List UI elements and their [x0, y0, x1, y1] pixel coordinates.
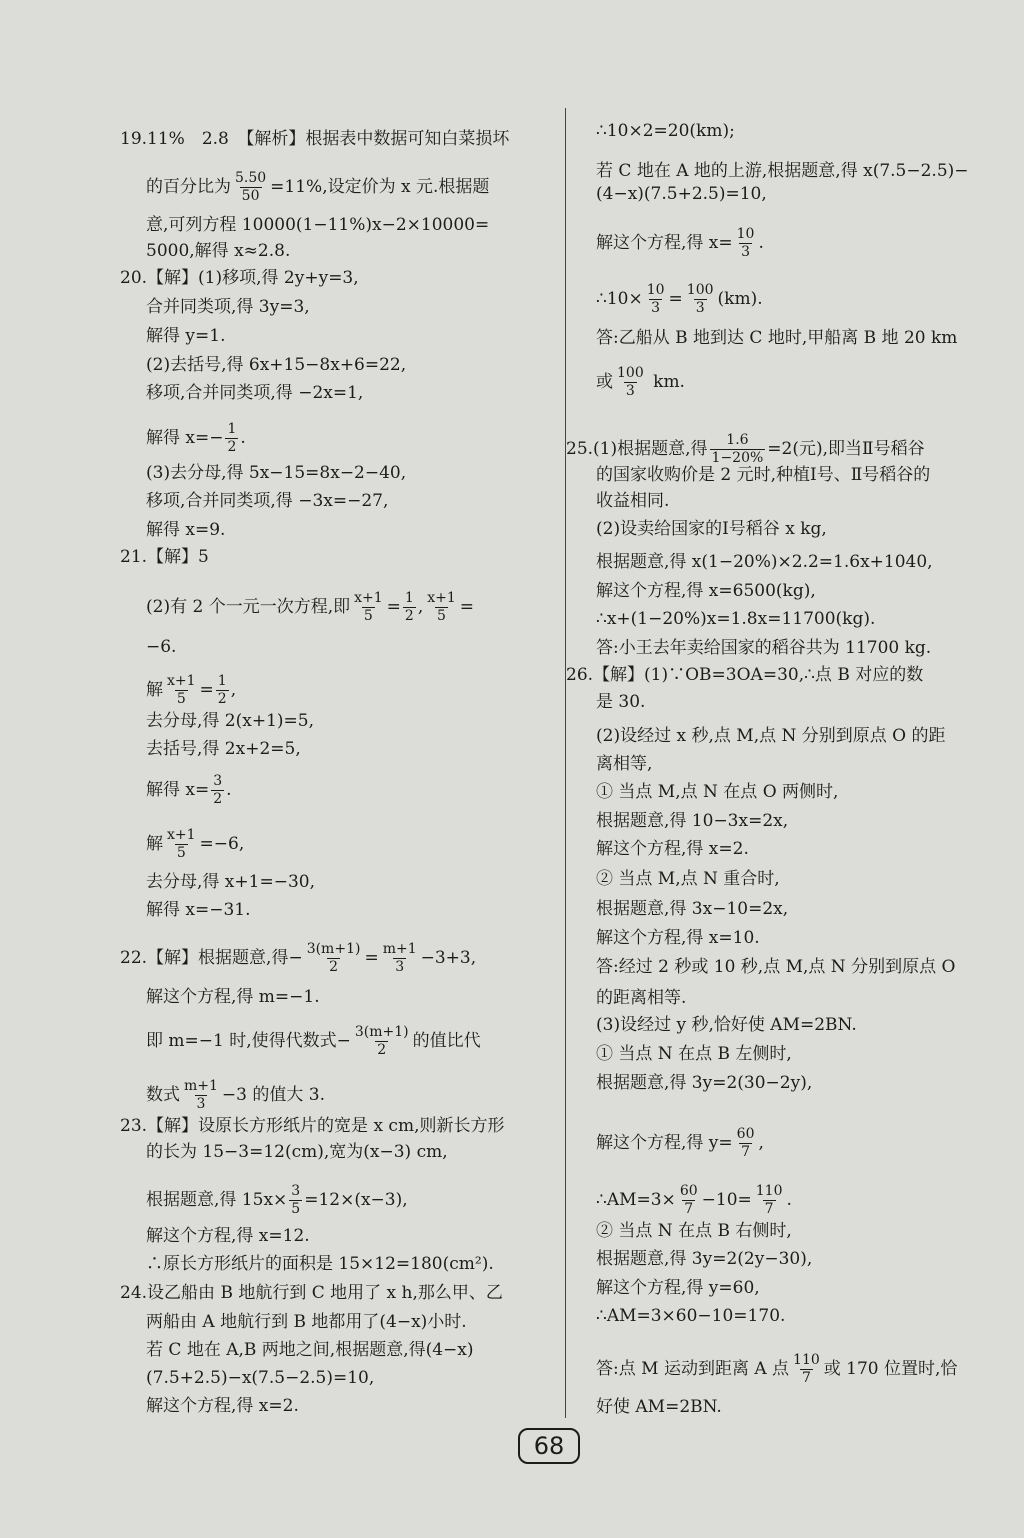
fraction-denominator: 2: [329, 959, 339, 975]
line-text: 好使 AM=2BN.: [596, 1397, 722, 1417]
line-text: 或: [596, 372, 613, 392]
fraction: [165, 673, 198, 708]
line-text: 解: [146, 680, 163, 700]
text-line: [146, 899, 251, 921]
fraction-numerator: 1.6: [726, 432, 749, 448]
text-line: [596, 868, 780, 890]
line-text: ∴AM=3×: [596, 1190, 676, 1210]
line-text: 解得 x=9.: [146, 520, 226, 540]
text-line: [566, 664, 923, 686]
fraction-numerator: 1: [404, 590, 414, 606]
text-line: [596, 838, 749, 860]
fraction: [425, 590, 458, 625]
line-text: ∴10×: [596, 289, 643, 309]
text-line: [566, 432, 925, 467]
text-line: [146, 170, 489, 205]
line-text: 数式: [146, 1085, 180, 1105]
fraction: [678, 1183, 700, 1218]
text-line: [146, 519, 225, 541]
line-text: 合并同类项,得 3y=3,: [146, 297, 310, 317]
line-text: 根据题意,得 15x×: [146, 1190, 288, 1210]
fraction-denominator: 5: [176, 845, 186, 861]
line-text: 解这个方程,得 y=: [596, 1133, 733, 1153]
fraction: [754, 1183, 785, 1218]
text-line: [596, 1126, 764, 1161]
line-text: 解得 y=1.: [146, 326, 226, 346]
fraction-denominator: 1−20%: [711, 450, 764, 466]
text-line: [120, 1282, 503, 1304]
fraction: [710, 432, 766, 467]
text-line: [596, 608, 875, 630]
line-text: 解这个方程,得 y=60,: [596, 1278, 760, 1298]
fraction: [182, 1078, 220, 1113]
fraction-numerator: x+1: [427, 590, 456, 606]
text-line: [146, 354, 406, 376]
fraction-numerator: 60: [679, 1183, 698, 1199]
fraction-numerator: m+1: [382, 941, 417, 957]
line-text: ,: [758, 1133, 764, 1153]
fraction-numerator: 3: [291, 1183, 301, 1199]
fraction-numerator: 5.50: [235, 170, 267, 186]
text-line: [596, 551, 933, 573]
fraction-numerator: x+1: [167, 673, 196, 689]
line-text: 解: [146, 834, 163, 854]
fraction-denominator: 3: [651, 300, 661, 316]
line-text: 答:点 M 运动到距离 A 点: [596, 1359, 790, 1379]
fraction-denominator: 7: [741, 1144, 751, 1160]
text-line: [596, 120, 735, 142]
text-line: [146, 1183, 408, 1218]
line-text: (4−x)(7.5+2.5)=10,: [596, 184, 767, 204]
line-text: 意,可列方程 10000(1−11%)x−2×10000=: [146, 215, 490, 235]
text-line: [120, 128, 509, 150]
fraction-numerator: x+1: [167, 827, 196, 843]
line-text: 的长为 15−3=12(cm),宽为(x−3) cm,: [146, 1142, 448, 1162]
line-text: 解这个方程,得 x=2.: [596, 839, 749, 859]
line-text: ,: [230, 680, 237, 700]
line-text: =11%,设定价为 x 元.根据题: [270, 177, 490, 197]
text-line: [596, 956, 955, 978]
line-text: 解这个方程,得 x=: [596, 233, 733, 253]
text-line: [596, 725, 946, 747]
line-text: 解得 x=−: [146, 428, 224, 448]
fraction: [165, 827, 198, 862]
line-text: 根据题意,得 3y=2(30−2y),: [596, 1073, 813, 1093]
line-text: =2(元),即当Ⅱ号稻谷: [767, 439, 925, 459]
line-text: 的百分比为: [146, 177, 231, 197]
fraction-numerator: 3: [213, 773, 223, 789]
line-text: ① 当点 M,点 N 在点 O 两侧时,: [596, 782, 839, 802]
fraction-denominator: 3: [741, 244, 751, 260]
text-line: [120, 546, 209, 568]
line-text: ∴x+(1−20%)x=1.8x=11700(kg).: [596, 609, 876, 629]
text-line: [146, 590, 474, 625]
line-text: 移项,合并同类项,得 −3x=−27,: [146, 491, 389, 511]
fraction: [352, 590, 385, 625]
line-text: 或 170 位置时,恰: [823, 1359, 958, 1379]
fraction: [735, 1126, 757, 1161]
fraction-numerator: 3(m+1): [306, 941, 361, 957]
text-line: [146, 673, 236, 708]
text-line: [596, 226, 764, 261]
text-line: [146, 710, 314, 732]
fraction-denominator: 7: [764, 1201, 774, 1217]
text-line: [146, 1078, 325, 1113]
text-line: [596, 637, 931, 659]
line-text: 收益相同.: [596, 491, 670, 511]
fraction-numerator: 1: [217, 673, 227, 689]
line-text: 5000,解得 x≈2.8.: [146, 241, 291, 261]
fraction-numerator: 100: [686, 282, 714, 298]
line-text: 解得 x=: [146, 780, 210, 800]
line-text: (7.5+2.5)−x(7.5−2.5)=10,: [146, 1368, 375, 1388]
text-line: [146, 1339, 474, 1361]
fraction-denominator: 5: [176, 691, 186, 707]
text-line: [120, 267, 359, 289]
text-line: [146, 827, 244, 862]
text-line: [596, 691, 645, 713]
text-line: [146, 382, 363, 404]
line-text: −3 的值大 3.: [221, 1085, 326, 1105]
text-line: [596, 781, 838, 803]
line-text: =: [364, 948, 379, 968]
fraction-denominator: 5: [363, 608, 373, 624]
line-text: 23.【解】设原长方形纸片的宽是 x cm,则新长方形: [120, 1116, 505, 1136]
line-text: 解这个方程,得 m=−1.: [146, 987, 320, 1007]
line-text: ① 当点 N 在点 B 左侧时,: [596, 1044, 792, 1064]
text-line: [596, 1072, 812, 1094]
line-text: 解得 x=−31.: [146, 900, 251, 920]
line-text: −6.: [146, 637, 177, 657]
line-text: 答:乙船从 B 地到达 C 地时,甲船离 B 地 20 km: [596, 328, 958, 348]
text-line: [596, 490, 669, 512]
line-text: ∴AM=3×60−10=170.: [596, 1306, 786, 1326]
line-text: 是 30.: [596, 692, 646, 712]
line-text: 的国家收购价是 2 元时,种植Ⅰ号、Ⅱ号稻谷的: [596, 465, 931, 485]
text-line: [146, 240, 290, 262]
line-text: 根据题意,得 10−3x=2x,: [596, 811, 789, 831]
fraction-denominator: 7: [684, 1201, 694, 1217]
fraction-denominator: 5: [437, 608, 446, 624]
fraction-denominator: 50: [241, 188, 260, 204]
fraction: [305, 941, 363, 976]
text-line: [596, 898, 788, 920]
line-text: ② 当点 N 在点 B 右侧时,: [596, 1221, 792, 1241]
fraction-numerator: m+1: [184, 1078, 218, 1094]
line-text: 解这个方程,得 x=12.: [146, 1226, 310, 1246]
text-line: [146, 1024, 481, 1059]
fraction-numerator: 10: [646, 282, 665, 298]
fraction-numerator: 60: [736, 1126, 755, 1142]
line-text: 解这个方程,得 x=10.: [596, 928, 760, 948]
text-line: [596, 1220, 792, 1242]
fraction-numerator: 10: [736, 226, 755, 242]
text-line: [146, 296, 310, 318]
text-line: [596, 518, 827, 540]
text-line: [596, 327, 957, 349]
fraction: [615, 365, 646, 400]
line-text: (km).: [717, 289, 763, 309]
text-line: [596, 1183, 792, 1218]
line-text: 解这个方程,得 x=2.: [146, 1396, 299, 1416]
text-line: [596, 987, 686, 1009]
line-text: 即 m=−1 时,使得代数式−: [146, 1031, 351, 1051]
text-line: [596, 282, 763, 317]
line-text: .: [786, 1190, 792, 1210]
fraction-numerator: 110: [793, 1352, 820, 1368]
fraction-numerator: 110: [755, 1183, 783, 1199]
line-text: 解这个方程,得 x=6500(kg),: [596, 581, 816, 601]
text-line: [596, 1396, 722, 1418]
line-text: 22.【解】根据题意,得−: [120, 948, 303, 968]
fraction-numerator: x+1: [354, 590, 383, 606]
text-line: [146, 462, 406, 484]
line-text: 两船由 A 地航行到 B 地都用了(4−x)小时.: [146, 1312, 467, 1332]
line-text: (2)设经过 x 秒,点 M,点 N 分别到原点 O 的距: [596, 726, 946, 746]
line-text: ,: [417, 597, 424, 617]
fraction-denominator: 2: [404, 608, 414, 624]
line-text: (2)设卖给国家的Ⅰ号稻谷 x kg,: [596, 519, 827, 539]
line-text: 答:经过 2 秒或 10 秒,点 M,点 N 分别到原点 O: [596, 957, 956, 977]
line-text: 的值比代: [412, 1031, 481, 1051]
line-text: 去括号,得 2x+2=5,: [146, 739, 301, 759]
text-line: [146, 1367, 374, 1389]
fraction: [233, 170, 268, 205]
line-text: (2)有 2 个一元一次方程,即: [146, 597, 351, 617]
line-text: 24.设乙船由 B 地航行到 C 地用了 x h,那么甲、乙: [120, 1283, 503, 1303]
line-text: ∴原长方形纸片的面积是 15×12=180(cm²).: [146, 1254, 494, 1274]
fraction-denominator: 3: [395, 959, 405, 975]
line-text: 若 C 地在 A 地的上游,根据题意,得 x(7.5−2.5)−: [596, 161, 969, 181]
fraction-denominator: 2: [217, 691, 227, 707]
line-text: 根据题意,得 3y=2(2y−30),: [596, 1249, 813, 1269]
text-line: [146, 325, 225, 347]
fraction-numerator: 3(m+1): [354, 1024, 409, 1040]
line-text: =: [199, 680, 214, 700]
line-text: 去分母,得 x+1=−30,: [146, 872, 315, 892]
line-text: ② 当点 M,点 N 重合时,: [596, 869, 780, 889]
line-text: .: [226, 780, 232, 800]
line-text: 若 C 地在 A,B 两地之间,根据题意,得(4−x): [146, 1340, 474, 1360]
text-line: [146, 214, 489, 236]
fraction: [645, 282, 667, 317]
line-text: 答:小王去年卖给国家的稻谷共为 11700 kg.: [596, 638, 932, 658]
column-divider: [565, 108, 566, 1418]
text-line: [146, 871, 315, 893]
text-line: [596, 183, 767, 205]
line-text: 离相等,: [596, 754, 653, 774]
text-line: [596, 580, 816, 602]
text-line: [120, 1115, 504, 1137]
line-text: =12×(x−3),: [304, 1190, 408, 1210]
fraction: [791, 1352, 822, 1387]
fraction-denominator: 7: [801, 1370, 811, 1386]
line-text: 根据题意,得 x(1−20%)×2.2=1.6x+1040,: [596, 552, 933, 572]
line-text: .: [758, 233, 764, 253]
text-line: [596, 1352, 957, 1387]
text-line: [596, 1277, 760, 1299]
text-line: [146, 986, 320, 1008]
fraction: [381, 941, 419, 976]
text-line: [596, 810, 788, 832]
text-line: [146, 490, 388, 512]
text-line: [596, 927, 760, 949]
fraction-denominator: 3: [196, 1096, 206, 1112]
text-line: [146, 421, 246, 456]
line-text: 移项,合并同类项,得 −2x=1,: [146, 383, 364, 403]
fraction-denominator: 2: [227, 439, 237, 455]
fraction-denominator: 3: [625, 383, 635, 399]
line-text: =: [386, 597, 401, 617]
text-line: [146, 1395, 299, 1417]
line-text: (3)去分母,得 5x−15=8x−2−40,: [146, 463, 407, 483]
text-line: [596, 1014, 857, 1036]
text-line: [146, 1141, 448, 1163]
line-text: 26.【解】(1)∵OB=3OA=30,∴点 B 对应的数: [566, 665, 924, 685]
fraction-denominator: 3: [695, 300, 705, 316]
text-line: [596, 365, 685, 400]
fraction: [289, 1183, 302, 1218]
text-line: [120, 941, 476, 976]
text-line: [146, 773, 232, 808]
fraction: [685, 282, 716, 317]
line-text: (3)设经过 y 秒,恰好使 AM=2BN.: [596, 1015, 857, 1035]
line-text: =: [668, 289, 683, 309]
line-text: 21.【解】5: [120, 547, 209, 567]
text-line: [146, 1311, 467, 1333]
fraction-numerator: 100: [617, 365, 644, 381]
fraction-denominator: 5: [291, 1201, 301, 1217]
line-text: −3+3,: [420, 948, 477, 968]
fraction: [211, 773, 224, 808]
text-line: [146, 1225, 310, 1247]
fraction: [216, 673, 229, 708]
text-line: [596, 753, 652, 775]
line-text: 的距离相等.: [596, 988, 687, 1008]
fraction: [225, 421, 238, 456]
text-line: [146, 738, 301, 760]
text-line: [146, 1253, 494, 1275]
text-line: [146, 636, 176, 658]
line-text: km.: [647, 372, 685, 392]
line-text: 20.【解】(1)移项,得 2y+y=3,: [120, 268, 359, 288]
fraction: [735, 226, 757, 261]
text-line: [596, 1248, 812, 1270]
fraction: [403, 590, 416, 625]
line-text: 去分母,得 2(x+1)=5,: [146, 711, 314, 731]
page-number: 68: [518, 1428, 580, 1464]
text-line: [596, 1043, 792, 1065]
line-text: =: [459, 597, 475, 617]
line-text: (2)去括号,得 6x+15−8x+6=22,: [146, 355, 407, 375]
fraction-denominator: 2: [213, 791, 223, 807]
fraction-denominator: 2: [377, 1042, 387, 1058]
text-line: [596, 464, 930, 486]
line-text: 25.(1)根据题意,得: [566, 439, 708, 459]
line-text: .: [240, 428, 246, 448]
text-line: [596, 1305, 785, 1327]
line-text: 根据题意,得 3x−10=2x,: [596, 899, 789, 919]
text-line: [596, 160, 969, 182]
fraction-numerator: 1: [227, 421, 237, 437]
line-text: =−6,: [199, 834, 245, 854]
line-text: 19.11% 2.8 【解析】根据表中数据可知白菜损坏: [120, 129, 510, 149]
line-text: −10=: [701, 1190, 752, 1210]
line-text: ∴10×2=20(km);: [596, 121, 735, 141]
fraction: [353, 1024, 411, 1059]
